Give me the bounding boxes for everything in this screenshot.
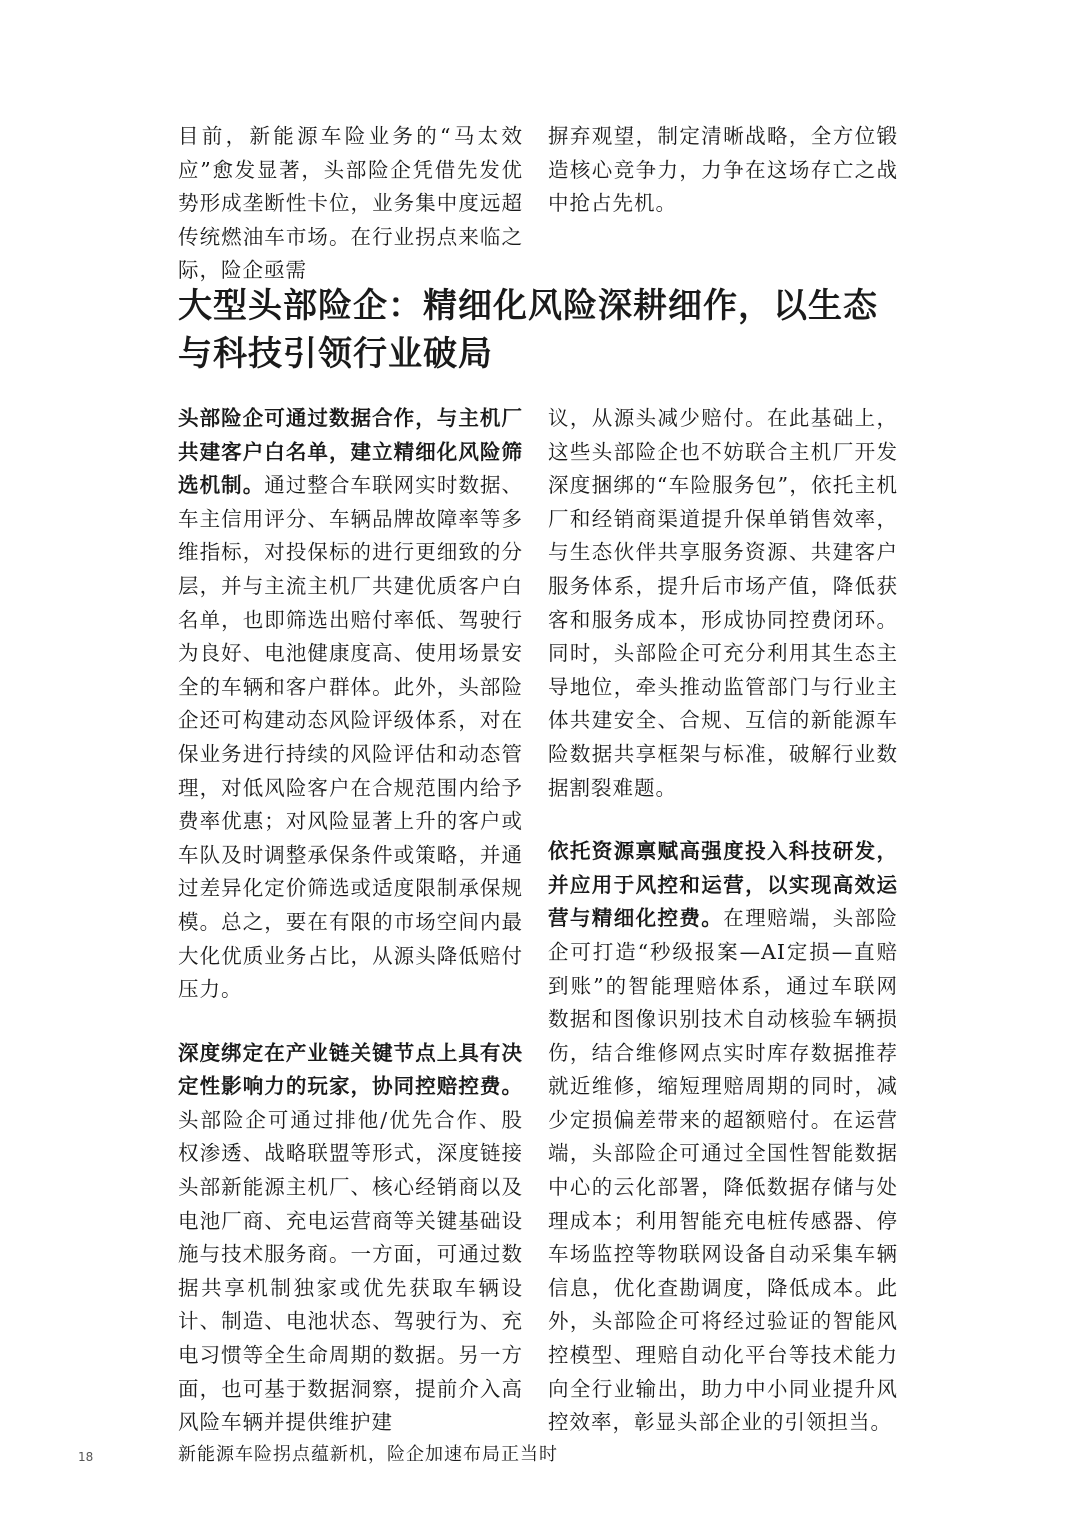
paragraph-text: 在理赔端，头部险企可打造“秒级报案—AI定损—直赔到账”的智能理赔体系，通过车联网数据和图像识别技术自动核验车辆损伤，结合维修网点实时库存数据推荐就近维修，缩短理赔周期的同时，减少定损偏差带来的超额赔付。在运营端，头部险企可通过全国性智能数据中心的云化部署，降低数据存储与处理成本；利用智能充电桩传感器、停车场监控等物联网设备自动采集车辆信息，优化查勘调度，降低成本。此外，头部险企可将经过验证的智能风控模型、理赔自动化平台等技术能力向全行业输出，助力中小同业提升风控效率，彰显头部企业的引领担当。 bbox=[548, 906, 899, 1435]
intro-paragraph-right: 摒弃观望，制定清晰战略，全方位锻造核心竞争力，力争在这场存亡之战中抢占先机。 bbox=[548, 124, 898, 216]
intro-column-right bbox=[548, 120, 898, 221]
page-number: 18 bbox=[78, 1450, 94, 1464]
paragraph-lead: 深度绑定在产业链关键节点上具有决定性影响力的玩家，协同控赔控费。 bbox=[178, 1040, 523, 1099]
body-column-right bbox=[548, 402, 898, 1440]
intro-paragraph-left: 目前，新能源车险业务的“马太效应”愈发显著，头部险企凭借先发优势形成垄断性卡位，业务集中度远超传统燃油车市场。在行业拐点来临之际，险企亟需 bbox=[178, 124, 523, 283]
paragraph-lead: 依托资源禀赋高强度投入科技研发，并应用于风控和运营，以实现高效运营与精细化控费。 bbox=[548, 839, 898, 931]
section-heading: 大型头部险企：精细化风险深耕细作，以生态与科技引领行业破局 bbox=[178, 286, 878, 374]
footer-title: 新能源车险拐点蕴新机，险企加速布局正当时 bbox=[178, 1444, 558, 1465]
paragraph-industry-chain bbox=[178, 1037, 523, 1440]
paragraph-industry-chain-continued: 议，从源头减少赔付。在此基础上，这些头部险企也不妨联合主机厂开发深度捆绑的“车险服务包”，依托主机厂和经销商渠道提升保单销售效率，与生态伙伴共享服务资源、共建客户服务体系，提升后市场产值，降低获客和服务成本，形成协同控费闭环。同时，头部险企可充分利用其生态主导地位，牵头推动监管部门与行业主体共建安全、合规、互信的新能源车险数据共享框架与标准，破解行业数据割裂难题。 bbox=[548, 406, 898, 800]
paragraph-data-cooperation bbox=[178, 402, 523, 1007]
body-column-left bbox=[178, 402, 523, 1440]
paragraph-lead: 头部险企可通过数据合作，与主机厂共建客户白名单，建立精细化风险筛选机制。 bbox=[178, 406, 523, 498]
paragraph-text: 通过整合车联网实时数据、车主信用评分、车辆品牌故障率等多维指标，对投保标的进行更细致的分层，并与主流主机厂共建优质客户白名单，也即筛选出赔付率低、驾驶行为良好、电池健康度高、使用场景安全的车辆和客户群体。此外，头部险企还可构建动态风险评级体系，对在保业务进行持续的风险评估和动态管理，对低风险客户在合规范围内给予费率优惠；对风险显著上升的客户或车队及时调整承保条件或策略，并通过差异化定价筛选或适度限制承保规模。总之，要在有限的市场空间内最大化优质业务占比，从源头降低赔付压力。 bbox=[178, 473, 524, 1002]
paragraph-text: 头部险企可通过排他/优先合作、股权渗透、战略联盟等形式，深度链接头部新能源主机厂、核心经销商以及电池厂商、充电运营商等关键基础设施与技术服务商。一方面，可通过数据共享机制独家或优先获取车辆设计、制造、电池状态、驾驶行为、充电习惯等全生命周期的数据。另一方面，也可基于数据洞察，提前介入高风险车辆并提供维护建 bbox=[178, 1107, 523, 1435]
paragraph-tech-investment bbox=[548, 835, 898, 1440]
intro-column-left bbox=[178, 120, 523, 288]
